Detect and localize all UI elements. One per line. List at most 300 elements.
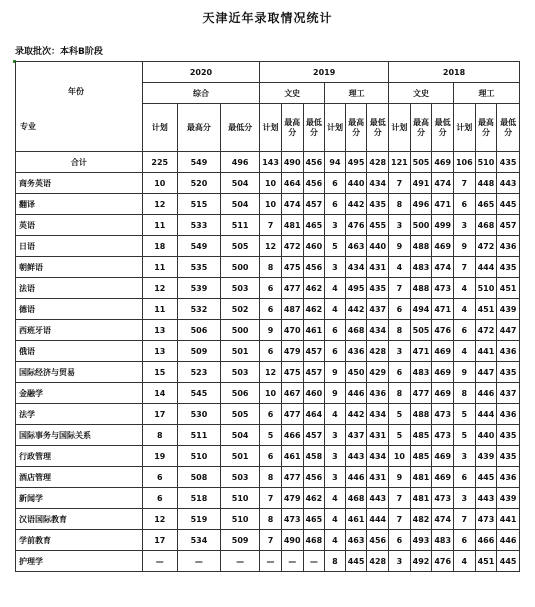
value-cell: 17 [142,404,177,425]
value-cell: 8 [389,194,411,215]
value-cell: 6 [453,467,475,488]
major-name: 汉语国际教育 [16,509,143,530]
table-row [16,467,520,488]
value-cell: 436 [497,467,520,488]
group-zonghe-2020: 综合 [142,83,259,104]
value-cell: 7 [260,488,282,509]
value-cell: 5 [260,425,282,446]
value-cell: 15 [142,362,177,383]
value-cell: 505 [410,152,432,173]
value-cell: 469 [432,467,454,488]
value-cell: 473 [475,509,497,530]
value-cell: 462 [303,278,325,299]
value-cell: 443 [475,488,497,509]
value-cell: 503 [221,278,260,299]
col-max-2018-ligong: 最高分 [475,104,497,152]
value-cell: 483 [410,362,432,383]
value-cell: 8 [260,257,282,278]
value-cell: 437 [497,383,520,404]
value-cell: 7 [453,509,475,530]
major-name: 合计 [16,152,143,173]
value-cell: 13 [142,341,177,362]
year-2019-header: 2019 [260,62,389,83]
value-cell: 428 [367,551,389,572]
value-cell: 436 [367,383,389,404]
value-cell: 485 [410,425,432,446]
value-cell: 445 [497,194,520,215]
col-plan-2018-wenshi: 计划 [389,104,411,152]
value-cell: 464 [303,404,325,425]
table-row [16,383,520,404]
value-cell: 4 [453,551,475,572]
value-cell: 4 [325,488,346,509]
col-min-2018-ligong: 最低分 [497,104,520,152]
value-cell: 549 [177,236,220,257]
value-cell: 8 [389,320,411,341]
value-cell: 468 [303,530,325,551]
value-cell: 3 [389,341,411,362]
value-cell: 502 [221,299,260,320]
value-cell: 12 [142,278,177,299]
value-cell: 476 [432,320,454,341]
corner-cell [16,62,143,152]
value-cell: 6 [260,341,282,362]
value-cell: 456 [303,467,325,488]
value-cell: 143 [260,152,282,173]
value-cell: 508 [177,467,220,488]
value-cell: 436 [345,341,367,362]
value-cell: 9 [453,362,475,383]
major-name: 金融学 [16,383,143,404]
value-cell: 436 [497,236,520,257]
value-cell: 495 [345,278,367,299]
value-cell: 501 [221,341,260,362]
value-cell: 471 [410,341,432,362]
value-cell: 6 [260,446,282,467]
value-cell: 487 [281,299,303,320]
value-cell: 482 [410,509,432,530]
col-plan-2019-ligong: 计划 [325,104,346,152]
value-cell: 467 [281,383,303,404]
value-cell: 499 [432,215,454,236]
value-cell: 477 [281,467,303,488]
table-row [16,278,520,299]
value-cell: 7 [389,488,411,509]
value-cell: 461 [281,446,303,467]
value-cell: 488 [410,278,432,299]
value-cell: 468 [345,320,367,341]
value-cell: 461 [345,509,367,530]
value-cell: 474 [432,257,454,278]
value-cell: 504 [221,425,260,446]
value-cell: 505 [410,320,432,341]
value-cell: 510 [221,509,260,530]
value-cell: 6 [453,320,475,341]
value-cell: 457 [303,194,325,215]
value-cell: 451 [497,278,520,299]
value-cell: 530 [177,404,220,425]
value-cell: 5 [389,425,411,446]
value-cell: 442 [345,194,367,215]
value-cell: 4 [325,530,346,551]
value-cell: 435 [367,194,389,215]
table-row [16,509,520,530]
value-cell: 456 [303,257,325,278]
value-cell: 476 [345,215,367,236]
value-cell: 431 [367,257,389,278]
value-cell: 483 [410,257,432,278]
value-cell: 510 [221,488,260,509]
batch-label: 录取批次：本科B阶段 [15,47,103,57]
value-cell: 5 [389,404,411,425]
value-cell: 520 [177,173,220,194]
value-cell: 435 [367,278,389,299]
major-name: 新闻学 [16,488,143,509]
group-ligong-2019: 理工 [325,83,389,104]
value-cell: 506 [221,383,260,404]
value-cell: 479 [281,341,303,362]
col-max-2019-ligong: 最高分 [345,104,367,152]
value-cell: — [142,551,177,572]
col-max-2018-wenshi: 最高分 [410,104,432,152]
col-max-2019-wenshi: 最高分 [281,104,303,152]
value-cell: 9 [389,467,411,488]
value-cell: 6 [142,467,177,488]
value-cell: 439 [475,446,497,467]
value-cell: 505 [221,404,260,425]
col-min-2019-wenshi: 最低分 [303,104,325,152]
value-cell: 429 [367,362,389,383]
value-cell: 8 [260,509,282,530]
value-cell: 3 [453,215,475,236]
value-cell: 3 [389,551,411,572]
value-cell: 3 [389,215,411,236]
value-cell: 6 [260,278,282,299]
value-cell: 483 [432,530,454,551]
admission-table [15,61,520,572]
value-cell: 434 [345,257,367,278]
value-cell: 434 [367,404,389,425]
table-row [16,299,520,320]
value-cell: 434 [367,320,389,341]
value-cell: 469 [432,362,454,383]
value-cell: 7 [453,257,475,278]
value-cell: 434 [367,173,389,194]
value-cell: 3 [453,446,475,467]
value-cell: 10 [389,446,411,467]
value-cell: 481 [410,467,432,488]
value-cell: 4 [453,341,475,362]
value-cell: 444 [367,509,389,530]
value-cell: 431 [367,467,389,488]
col-min-2019-ligong: 最低分 [367,104,389,152]
value-cell: 444 [475,404,497,425]
corner-major-label: 专业 [20,121,36,131]
value-cell: 457 [303,341,325,362]
value-cell: 6 [325,173,346,194]
value-cell: 466 [281,425,303,446]
value-cell: 12 [142,509,177,530]
value-cell: 469 [432,446,454,467]
table-row [16,194,520,215]
major-name: 德语 [16,299,143,320]
value-cell: 446 [345,383,367,404]
value-cell: 503 [221,362,260,383]
value-cell: 534 [177,530,220,551]
group-ligong-2018: 理工 [453,83,519,104]
value-cell: 7 [453,173,475,194]
value-cell: 14 [142,383,177,404]
value-cell: 436 [497,404,520,425]
value-cell: 4 [453,278,475,299]
value-cell: 445 [497,551,520,572]
value-cell: 509 [221,530,260,551]
value-cell: 468 [475,215,497,236]
value-cell: 10 [260,383,282,404]
value-cell: 7 [389,278,411,299]
value-cell: — [281,551,303,572]
value-cell: 441 [475,341,497,362]
value-cell: 8 [453,383,475,404]
value-cell: 451 [475,551,497,572]
value-cell: 494 [410,299,432,320]
major-name: 英语 [16,215,143,236]
value-cell: 506 [177,320,220,341]
value-cell: 496 [221,152,260,173]
major-name: 俄语 [16,341,143,362]
value-cell: 442 [345,299,367,320]
value-cell: 535 [177,257,220,278]
value-cell: 510 [475,152,497,173]
value-cell: 428 [367,152,389,173]
value-cell: 509 [177,341,220,362]
value-cell: 434 [367,446,389,467]
value-cell: 435 [497,257,520,278]
major-name: 日语 [16,236,143,257]
table-row [16,530,520,551]
value-cell: 5 [325,236,346,257]
value-cell: 504 [221,173,260,194]
major-name: 行政管理 [16,446,143,467]
col-plan-2020: 计划 [142,104,177,152]
value-cell: 8 [260,467,282,488]
major-name: 商务英语 [16,173,143,194]
value-cell: 474 [432,173,454,194]
value-cell: 435 [497,152,520,173]
value-cell: 4 [325,278,346,299]
value-cell: 443 [345,446,367,467]
value-cell: 469 [432,341,454,362]
value-cell: 443 [367,488,389,509]
value-cell: 471 [432,194,454,215]
value-cell: 462 [303,299,325,320]
value-cell: 18 [142,236,177,257]
value-cell: 456 [303,152,325,173]
value-cell: 6 [325,194,346,215]
value-cell: 436 [497,341,520,362]
value-cell: 472 [475,320,497,341]
value-cell: 17 [142,530,177,551]
value-cell: 435 [497,362,520,383]
value-cell: 485 [410,446,432,467]
value-cell: 8 [325,551,346,572]
value-cell: 6 [389,299,411,320]
value-cell: 474 [281,194,303,215]
value-cell: 472 [475,236,497,257]
table-row [16,404,520,425]
value-cell: 6 [325,320,346,341]
table-row [16,341,520,362]
value-cell: 6 [389,530,411,551]
value-cell: 10 [260,173,282,194]
major-name: 法学 [16,404,143,425]
table-row [16,446,520,467]
table-row [16,215,520,236]
value-cell: 477 [281,404,303,425]
col-min-2018-wenshi: 最低分 [432,104,454,152]
value-cell: 455 [367,215,389,236]
value-cell: 11 [142,257,177,278]
value-cell: 447 [475,362,497,383]
page-title: 天津近年录取情况统计 [202,11,333,25]
value-cell: — [260,551,282,572]
corner-year-label: 年份 [68,86,84,96]
value-cell: 431 [367,425,389,446]
value-cell: 9 [260,320,282,341]
value-cell: 3 [325,257,346,278]
value-cell: 493 [410,530,432,551]
table-row [16,320,520,341]
value-cell: 6 [260,299,282,320]
value-cell: 225 [142,152,177,173]
value-cell: 7 [389,509,411,530]
table-body [16,152,520,572]
value-cell: 121 [389,152,411,173]
value-cell: 94 [325,152,346,173]
value-cell: 469 [432,236,454,257]
value-cell: 445 [345,551,367,572]
value-cell: 462 [303,488,325,509]
value-cell: 491 [410,173,432,194]
value-cell: 446 [475,383,497,404]
value-cell: 8 [142,425,177,446]
value-cell: 440 [367,236,389,257]
value-cell: 511 [177,425,220,446]
value-cell: 456 [367,530,389,551]
value-cell: 496 [410,194,432,215]
value-cell: 466 [475,530,497,551]
value-cell: 12 [260,236,282,257]
value-cell: 500 [221,320,260,341]
value-cell: 500 [410,215,432,236]
value-cell: 473 [432,404,454,425]
table-row [16,551,520,572]
value-cell: 457 [497,215,520,236]
value-cell: 445 [475,467,497,488]
col-max-2020: 最高分 [177,104,220,152]
value-cell: 442 [345,404,367,425]
value-cell: 481 [281,215,303,236]
value-cell: 3 [325,215,346,236]
value-cell: 473 [432,488,454,509]
major-name: 国际经济与贸易 [16,362,143,383]
table-row [16,173,520,194]
value-cell: 7 [389,173,411,194]
value-cell: 440 [345,173,367,194]
value-cell: 6 [260,404,282,425]
value-cell: 533 [177,215,220,236]
value-cell: 469 [432,383,454,404]
value-cell: 4 [389,257,411,278]
col-plan-2019-wenshi: 计划 [260,104,282,152]
value-cell: 473 [281,509,303,530]
major-name: 酒店管理 [16,467,143,488]
value-cell: 444 [475,257,497,278]
header-row-years [16,62,520,83]
value-cell: 11 [142,215,177,236]
value-cell: 451 [475,299,497,320]
value-cell: 439 [497,488,520,509]
value-cell: 10 [142,173,177,194]
value-cell: 490 [281,152,303,173]
value-cell: 3 [325,467,346,488]
value-cell: 465 [475,194,497,215]
group-wenshi-2019: 文史 [260,83,325,104]
value-cell: 477 [410,383,432,404]
value-cell: 6 [325,341,346,362]
table-row [16,425,520,446]
value-cell: 11 [142,299,177,320]
value-cell: 456 [303,173,325,194]
value-cell: 437 [367,299,389,320]
value-cell: 504 [221,194,260,215]
value-cell: 465 [303,215,325,236]
value-cell: 450 [345,362,367,383]
major-name: 法语 [16,278,143,299]
value-cell: 435 [497,425,520,446]
value-cell: 503 [221,467,260,488]
value-cell: 501 [221,446,260,467]
total-row [16,152,520,173]
value-cell: 481 [410,488,432,509]
value-cell: 545 [177,383,220,404]
major-name: 国际事务与国际关系 [16,425,143,446]
value-cell: 6 [453,194,475,215]
value-cell: 465 [303,509,325,530]
value-cell: 4 [453,299,475,320]
value-cell: 439 [497,299,520,320]
major-name: 学前教育 [16,530,143,551]
value-cell: 446 [345,467,367,488]
value-cell: 492 [410,551,432,572]
value-cell: 12 [260,362,282,383]
value-cell: — [177,551,220,572]
year-2020-header: 2020 [142,62,259,83]
value-cell: 9 [325,362,346,383]
value-cell: 532 [177,299,220,320]
value-cell: 523 [177,362,220,383]
value-cell: 500 [221,257,260,278]
value-cell: 441 [497,509,520,530]
value-cell: 505 [221,236,260,257]
value-cell: 460 [303,383,325,404]
value-cell: 9 [389,236,411,257]
value-cell: 488 [410,236,432,257]
major-name: 西班牙语 [16,320,143,341]
value-cell: 463 [345,236,367,257]
value-cell: 468 [345,488,367,509]
value-cell: 6 [453,530,475,551]
